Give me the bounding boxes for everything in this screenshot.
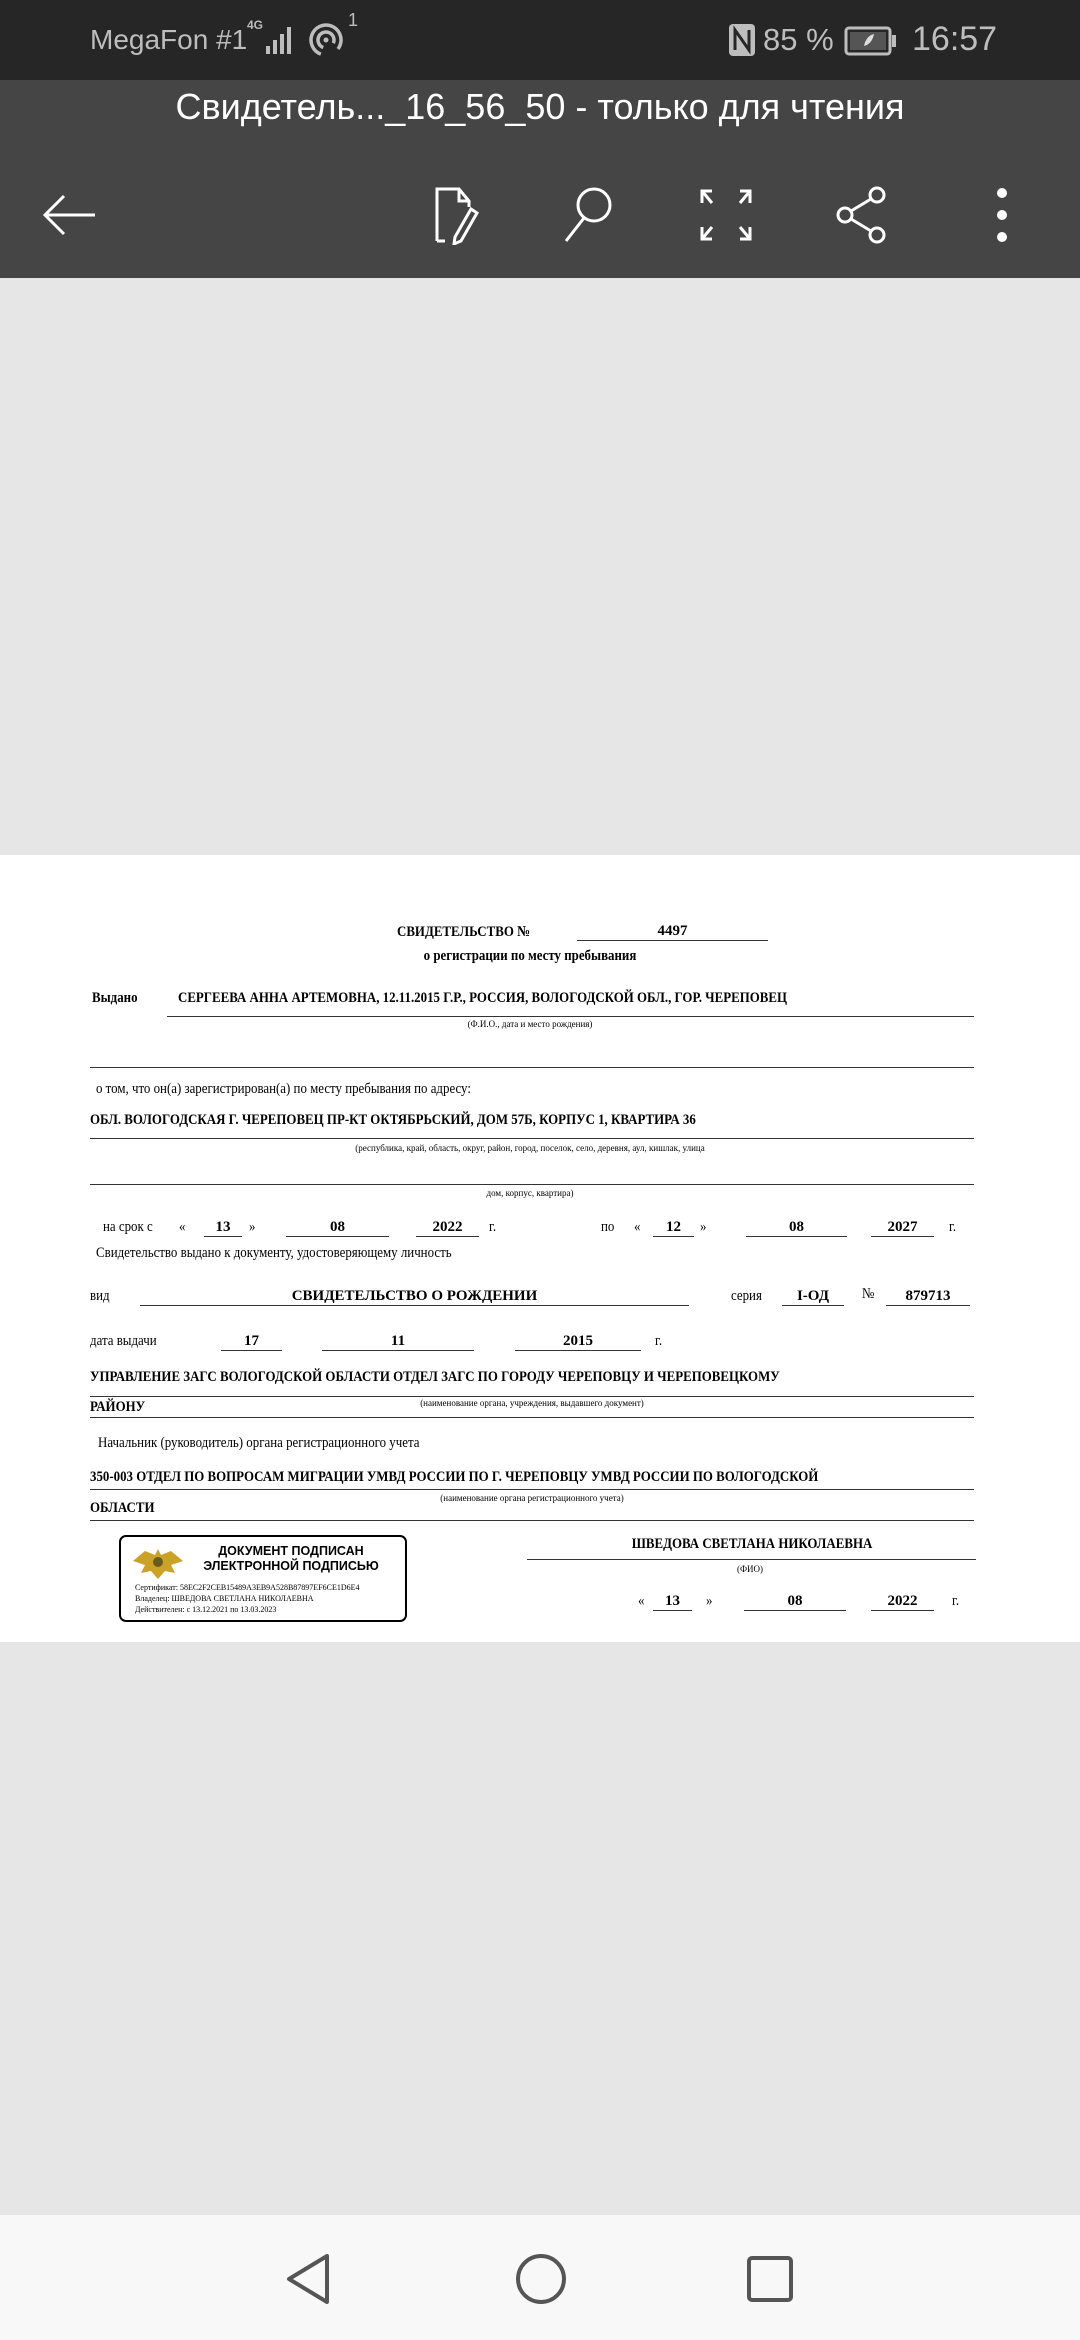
issue-day: 17 [221, 1332, 282, 1351]
series-label: серия [731, 1288, 762, 1304]
quote-close: » [249, 1219, 256, 1235]
clock: 16:57 [912, 20, 998, 58]
stamp-title-2: ЭЛЕКТРОННОЙ ПОДПИСЬЮ [203, 1559, 379, 1573]
from-day: 13 [204, 1218, 242, 1237]
underline [90, 1417, 974, 1418]
more-vert-icon[interactable] [967, 180, 1037, 250]
address-intro: о том, что он(а) зарегистрирован(а) по месту пребывания по адресу: [96, 1081, 471, 1097]
battery-saver-icon [844, 26, 898, 56]
address-hint-2: дом, корпус, квартира) [486, 1188, 574, 1198]
battery-percent: 85 % [763, 22, 834, 57]
doc-heading: СВИДЕТЕЛЬСТВО № [397, 924, 531, 940]
to-year: 2027 [871, 1218, 934, 1237]
stamp-validity: Действителен: с 13.12.2021 по 13.03.2023 [135, 1605, 277, 1614]
id-number: 879713 [886, 1287, 970, 1306]
underline [90, 1396, 974, 1397]
kind-label: вид [90, 1288, 110, 1304]
sign-month: 08 [744, 1592, 846, 1611]
stamp-owner: Владелец: ШВЕДОВА СВЕТЛАНА НИКОЛАЕВНА [135, 1594, 314, 1603]
status-bar [0, 0, 1080, 80]
back-arrow-icon[interactable] [35, 180, 105, 250]
address-hint: (республика, край, область, округ, район, город, поселок, село, деревня, аул, кишлак, улица [355, 1143, 705, 1153]
underline [90, 1138, 974, 1139]
document-title: Свидетель..._16_56_50 - только для чтения [175, 86, 905, 127]
carrier-name: MegaFon #1 [90, 24, 248, 55]
issue-month: 11 [322, 1332, 474, 1351]
quote-open: « [634, 1219, 641, 1235]
nav-home-icon[interactable] [514, 2252, 568, 2306]
year-suffix: г. [949, 1219, 957, 1235]
underline [90, 1184, 974, 1185]
nav-recents-icon[interactable] [745, 2254, 795, 2304]
edit-document-icon[interactable] [418, 180, 488, 250]
signer-name: ШВЕДОВА СВЕТЛАНА НИКОЛАЕВНА [631, 1536, 873, 1552]
to-label: по [601, 1219, 615, 1235]
term-label: на срок с [103, 1219, 153, 1235]
hotspot-icon [308, 22, 344, 58]
quote-close: » [700, 1219, 707, 1235]
underline [527, 1559, 976, 1560]
sign-year: 2022 [871, 1592, 934, 1611]
stamp-certificate: Сертификат: 58EC2F2CEB15489A3EB9A528B87897EF6CE1D6E4 [135, 1583, 360, 1592]
id-intro: Свидетельство выдано к документу, удостоверяющему личность [96, 1245, 452, 1261]
quote-close: » [706, 1593, 713, 1609]
quote-open: « [638, 1593, 645, 1609]
org-line-1: 350-003 ОТДЕЛ ПО ВОПРОСАМ МИГРАЦИИ УМВД РОССИИ ПО Г. ЧЕРЕПОВЦУ УМВД РОССИИ ПО ВОЛОГОДСКОЙ [90, 1469, 819, 1485]
from-year: 2022 [416, 1218, 479, 1237]
id-kind: СВИДЕТЕЛЬСТВО О РОЖДЕНИИ [140, 1287, 689, 1306]
org-line-2: ОБЛАСТИ [90, 1500, 155, 1516]
signer-hint: (ФИО) [736, 1564, 764, 1574]
issue-date-label: дата выдачи [90, 1333, 157, 1349]
year-suffix: г. [489, 1219, 497, 1235]
document-page[interactable] [0, 855, 1080, 1642]
app-toolbar [0, 80, 1080, 278]
issued-to: СЕРГЕЕВА АННА АРТЕМОВНА, 12.11.2015 Г.Р., РОССИЯ, ВОЛОГОДСКОЙ ОБЛ., ГОР. ЧЕРЕПОВЕЦ [178, 990, 788, 1006]
to-day: 12 [653, 1218, 694, 1237]
address: ОБЛ. ВОЛОГОДСКАЯ Г. ЧЕРЕПОВЕЦ ПР-КТ ОКТЯБРЬСКИЙ, ДОМ 57Б, КОРПУС 1, КВАРТИРА 36 [90, 1112, 696, 1128]
fullscreen-icon[interactable] [691, 180, 761, 250]
org-hint: (наименование органа регистрационного учета) [440, 1493, 624, 1503]
quote-open: « [179, 1219, 186, 1235]
id-series: I-ОД [782, 1287, 844, 1306]
underline [90, 1489, 974, 1490]
issuer-hint: (наименование органа, учреждения, выдавшего документ) [420, 1398, 644, 1408]
issued-hint: (Ф.И.О., дата и место рождения) [467, 1019, 593, 1029]
share-icon[interactable] [827, 180, 897, 250]
stamp-title-1: ДОКУМЕНТ ПОДПИСАН [218, 1544, 364, 1558]
head-label: Начальник (руководитель) органа регистрационного учета [98, 1435, 420, 1451]
underline [167, 1016, 974, 1017]
sign-day: 13 [653, 1592, 692, 1611]
underline [90, 1520, 974, 1521]
e-signature-stamp [119, 1535, 407, 1622]
doc-number: 4497 [577, 922, 768, 941]
to-month: 08 [746, 1218, 847, 1237]
doc-subheading: о регистрации по месту пребывания [423, 948, 637, 964]
issued-label: Выдано [92, 990, 138, 1006]
issue-year: 2015 [515, 1332, 641, 1351]
hotspot-count: 1 [348, 10, 359, 30]
network-type: 4G [247, 18, 264, 32]
issuer-line-1: УПРАВЛЕНИЕ ЗАГС ВОЛОГОДСКОЙ ОБЛАСТИ ОТДЕЛ ЗАГС ПО ГОРОДУ ЧЕРЕПОВЦУ И ЧЕРЕПОВЕЦКОМУ [90, 1369, 780, 1385]
issuer-line-2: РАЙОНУ [90, 1399, 146, 1415]
num-label: № [862, 1286, 875, 1302]
underline [90, 1067, 974, 1068]
double-headed-eagle-emblem [133, 1545, 183, 1579]
year-suffix: г. [655, 1333, 663, 1349]
system-nav-bar [0, 2215, 1080, 2340]
nav-back-icon[interactable] [283, 2252, 333, 2306]
search-icon[interactable] [553, 180, 623, 250]
from-month: 08 [286, 1218, 389, 1237]
nfc-icon [727, 22, 759, 58]
signal-icon [264, 22, 300, 56]
year-suffix: г. [952, 1593, 960, 1609]
